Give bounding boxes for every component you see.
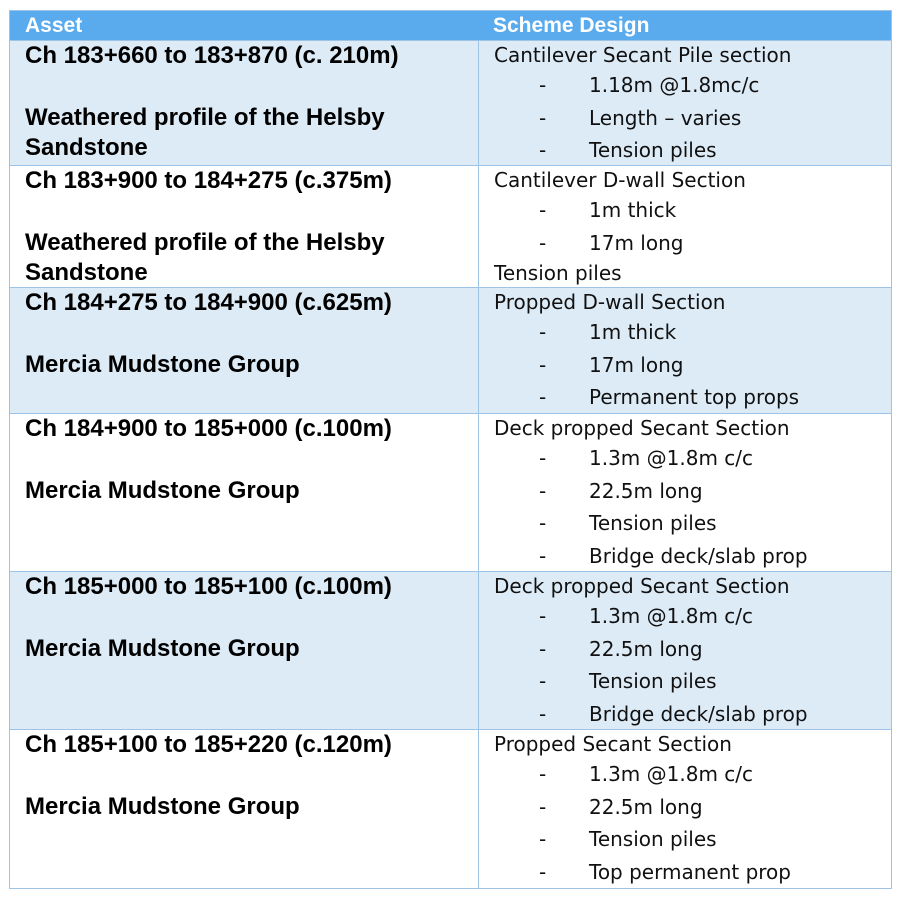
list-item-text: 1.3m @1.8m c/c [589, 604, 754, 628]
asset-cell [10, 288, 479, 413]
table-row [10, 287, 891, 413]
geology-label: Mercia Mudstone Group [25, 477, 300, 504]
chainage-label: Ch 183+660 to 183+870 (c. 210m) [25, 42, 399, 69]
scheme-cell [479, 288, 891, 413]
list-item [494, 69, 891, 102]
list-item-text: 1.18m @1.8mc/c [589, 73, 760, 97]
asset-cell [10, 41, 479, 165]
list-item [494, 194, 891, 227]
dash-marker: - [539, 762, 547, 786]
scheme-cell [479, 572, 891, 729]
asset-cell [10, 730, 479, 888]
list-item-text: Permanent top props [589, 385, 800, 409]
list-item [494, 600, 891, 633]
dash-marker: - [539, 138, 547, 162]
chainage-label: Ch 185+000 to 185+100 (c.100m) [25, 573, 392, 600]
table-row [10, 571, 891, 729]
table-row [10, 413, 891, 571]
chainage-label: Ch 183+900 to 184+275 (c.375m) [25, 167, 392, 194]
list-item-text: Tension piles [589, 138, 717, 162]
dash-marker: - [539, 198, 547, 222]
section-type: Propped Secant Section [494, 732, 732, 756]
scheme-design-table [9, 10, 892, 889]
header-scheme-design: Scheme Design [493, 14, 650, 37]
list-item-text: Tension piles [589, 827, 717, 851]
list-item [494, 823, 891, 856]
list-item [494, 856, 891, 889]
list-item [494, 134, 891, 167]
geology-label: Mercia Mudstone Group [25, 635, 300, 662]
list-item [494, 475, 891, 508]
dash-marker: - [539, 794, 547, 819]
dash-marker: - [539, 385, 547, 409]
dash-marker: - [539, 105, 547, 130]
list-item [494, 540, 891, 573]
table-row [10, 729, 891, 888]
list-item [494, 507, 891, 540]
list-item [494, 633, 891, 666]
list-item [494, 381, 891, 414]
table-header [10, 11, 891, 40]
dash-marker: - [539, 859, 547, 884]
dash-marker: - [539, 446, 547, 470]
header-asset: Asset [25, 14, 83, 37]
geology-label: Mercia Mudstone Group [25, 793, 300, 820]
dash-marker: - [539, 636, 547, 661]
list-item [494, 349, 891, 382]
list-item-text: Length – varies [589, 105, 742, 130]
list-item-text: 22.5m long [589, 478, 703, 503]
scheme-cell [479, 414, 891, 571]
dash-marker: - [539, 320, 547, 344]
section-type: Cantilever D-wall Section [494, 168, 746, 192]
table-row [10, 165, 891, 287]
list-item [494, 698, 891, 731]
list-item-text: Tension piles [589, 511, 717, 535]
dash-marker: - [539, 827, 547, 851]
list-item [494, 102, 891, 135]
dash-marker: - [539, 230, 547, 255]
dash-marker: - [539, 669, 547, 693]
list-item-text: 17m long [589, 352, 684, 377]
dash-marker: - [539, 543, 547, 568]
list-item [494, 227, 891, 260]
dash-marker: - [539, 511, 547, 535]
geology-label: Weathered profile of the Helsby Sandstone [25, 104, 385, 161]
list-item-text: 1.3m @1.8m c/c [589, 762, 754, 786]
list-item-text: Tension piles [589, 669, 717, 693]
chainage-label: Ch 185+100 to 185+220 (c.120m) [25, 731, 392, 758]
table-body [10, 40, 891, 888]
list-item-text: 22.5m long [589, 794, 703, 819]
list-item [494, 442, 891, 475]
asset-cell [10, 414, 479, 571]
list-item-text: 1m thick [589, 198, 677, 222]
dash-marker: - [539, 73, 547, 97]
list-item [494, 791, 891, 824]
asset-cell [10, 166, 479, 287]
section-type: Propped D-wall Section [494, 290, 726, 314]
section-type: Deck propped Secant Section [494, 416, 790, 440]
section-type: Cantilever Secant Pile section [494, 43, 792, 67]
asset-cell [10, 572, 479, 729]
dash-marker: - [539, 604, 547, 628]
dash-marker: - [539, 478, 547, 503]
extra-note: Tension piles [494, 261, 622, 285]
list-item [494, 316, 891, 349]
table-row [10, 40, 891, 165]
list-item [494, 758, 891, 791]
geology-label: Mercia Mudstone Group [25, 351, 300, 378]
list-item-text: Top permanent prop [589, 859, 791, 884]
list-item-text: Bridge deck/slab prop [589, 543, 808, 568]
scheme-cell [479, 41, 891, 165]
geology-label: Weathered profile of the Helsby Sandstone [25, 229, 385, 286]
list-item-text: Bridge deck/slab prop [589, 701, 808, 726]
scheme-cell [479, 166, 891, 287]
scheme-cell [479, 730, 891, 888]
chainage-label: Ch 184+275 to 184+900 (c.625m) [25, 289, 392, 316]
list-item [494, 665, 891, 698]
list-item-text: 1m thick [589, 320, 677, 344]
dash-marker: - [539, 701, 547, 726]
list-item-text: 17m long [589, 230, 684, 255]
list-item-text: 22.5m long [589, 636, 703, 661]
dash-marker: - [539, 352, 547, 377]
chainage-label: Ch 184+900 to 185+000 (c.100m) [25, 415, 392, 442]
list-item-text: 1.3m @1.8m c/c [589, 446, 754, 470]
section-type: Deck propped Secant Section [494, 574, 790, 598]
